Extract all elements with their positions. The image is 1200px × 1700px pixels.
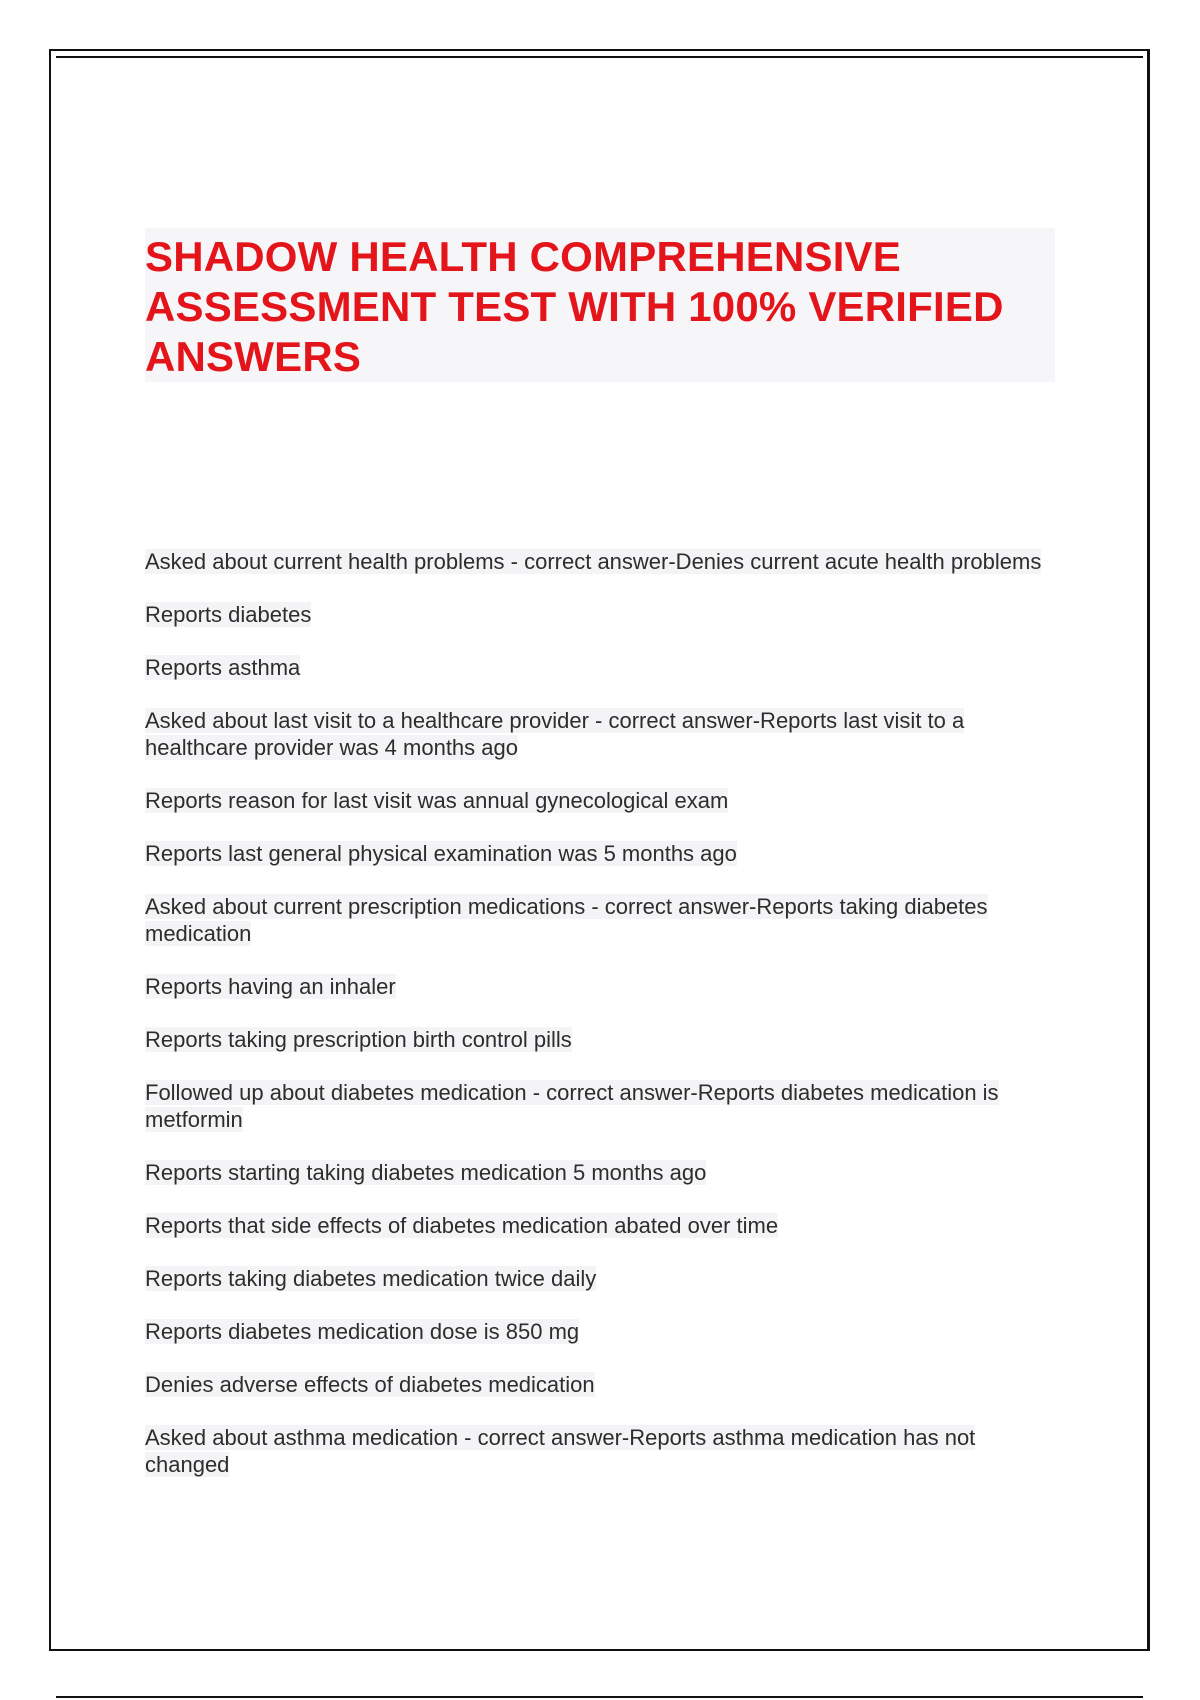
entry-text: Reports taking diabetes medication twice daily (145, 1266, 597, 1291)
list-item (145, 1212, 1065, 1239)
list-item (145, 601, 1065, 628)
entry-text: Reports having an inhaler (145, 974, 396, 999)
bottom-rule (56, 1696, 1143, 1698)
entry-text: Reports last general physical examination was 5 months ago (145, 841, 737, 866)
list-item (145, 1424, 1065, 1478)
entry-text: Asked about current health problems - correct answer-Denies current acute health problems (145, 549, 1042, 574)
entry-text: Reports that side effects of diabetes medication abated over time (145, 1213, 779, 1238)
list-item (145, 654, 1065, 681)
list-item (145, 1079, 1065, 1133)
top-rule (56, 56, 1143, 58)
list-item (145, 1265, 1065, 1292)
list-item (145, 707, 1065, 761)
entry-text: Reports diabetes (145, 602, 312, 627)
list-item (145, 973, 1065, 1000)
list-item (145, 1026, 1065, 1053)
entry-text: Asked about current prescription medications - correct answer-Reports taking diabetes medication (145, 894, 988, 946)
list-item (145, 548, 1065, 575)
entry-text: Reports diabetes medication dose is 850 mg (145, 1319, 580, 1344)
title-block (145, 228, 1055, 382)
entry-text: Followed up about diabetes medication - correct answer-Reports diabetes medication is metformin (145, 1080, 999, 1132)
entry-text: Asked about last visit to a healthcare provider - correct answer-Reports last visit to a healthcare provider was 4 months ago (145, 708, 965, 760)
entry-text: Reports starting taking diabetes medication 5 months ago (145, 1160, 707, 1185)
entry-list (145, 548, 1065, 1504)
entry-text: Asked about asthma medication - correct answer-Reports asthma medication has not changed (145, 1425, 976, 1477)
list-item (145, 1159, 1065, 1186)
entry-text: Reports reason for last visit was annual gynecological exam (145, 788, 729, 813)
list-item (145, 1318, 1065, 1345)
entry-text: Reports taking prescription birth control pills (145, 1027, 572, 1052)
list-item (145, 893, 1065, 947)
list-item (145, 840, 1065, 867)
document-title: SHADOW HEALTH COMPREHENSIVE ASSESSMENT TEST WITH 100% VERIFIED ANSWERS (145, 233, 1004, 380)
list-item (145, 787, 1065, 814)
list-item (145, 1371, 1065, 1398)
entry-text: Reports asthma (145, 655, 301, 680)
entry-text: Denies adverse effects of diabetes medication (145, 1372, 595, 1397)
